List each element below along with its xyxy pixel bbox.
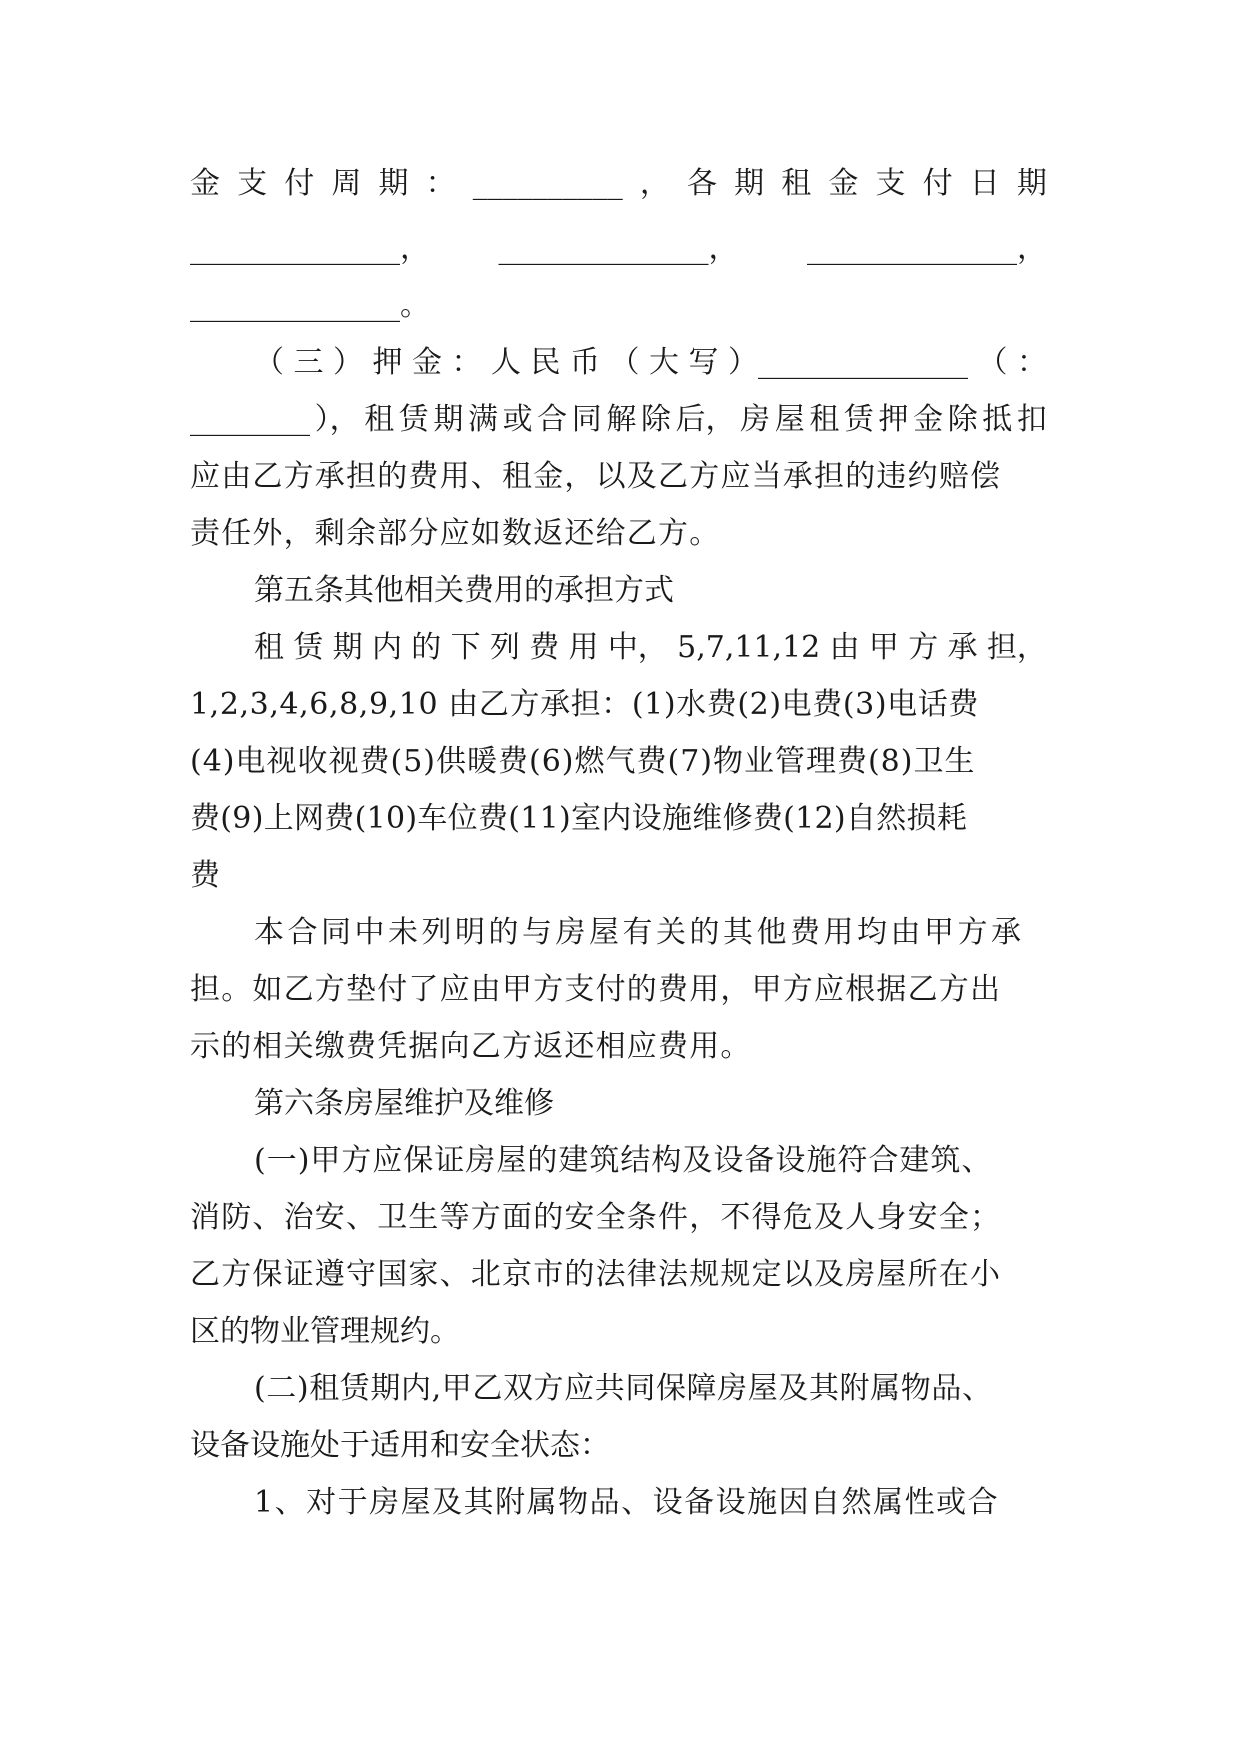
text-segment: ）， xyxy=(314,402,360,437)
text-segment: 支 xyxy=(875,166,906,201)
text-segment: ______________， xyxy=(807,231,1047,266)
text-segment: 租 xyxy=(254,630,284,665)
text-segment: 同 xyxy=(571,402,602,437)
text-segment: 甲 xyxy=(868,630,899,665)
text-segment: 期 xyxy=(332,630,363,665)
text-line-payment-dates-end: ______________。 xyxy=(190,288,430,323)
text-segment: 费 xyxy=(529,630,560,665)
text-line-payment-cycle xyxy=(190,164,1047,204)
text-segment: 付 xyxy=(284,166,315,201)
text-segment: 5,7,11,12 xyxy=(677,630,821,665)
text-segment: 期 xyxy=(734,166,765,201)
text-line-maintenance-7: 1、对于房屋及其附属物品、设备设施因自然属性或合 xyxy=(254,1485,1000,1520)
text-segment: 解 xyxy=(606,402,637,437)
text-segment: 由 xyxy=(829,630,860,665)
text-segment: 期 xyxy=(433,402,464,437)
text-segment: 赁 xyxy=(843,402,874,437)
text-line-maintenance-6: 设备设施处于适用和安全状态： xyxy=(190,1428,610,1463)
text-line-fees-5: 费 xyxy=(190,858,220,893)
text-segment: 写 xyxy=(688,345,719,380)
text-segment: 方 xyxy=(908,630,939,665)
text-segment: ） xyxy=(333,345,363,380)
text-line-payment-dates xyxy=(190,229,1047,269)
text-segment: 日 xyxy=(969,166,1000,201)
text-segment: 承 xyxy=(947,630,978,665)
text-segment: 赁 xyxy=(293,630,324,665)
text-segment: 或 xyxy=(502,402,533,437)
text-segment: 扣 xyxy=(1016,402,1047,437)
text-segment: 列 xyxy=(489,630,520,665)
text-segment: ： xyxy=(1017,345,1047,380)
text-segment: 除 xyxy=(640,402,671,437)
text-line-fees-4: 费(9)上网费(10)车位费(11)室内设施维修费(12)自然损耗 xyxy=(190,801,968,836)
text-line-fees-2: 1,2,3,4,6,8,9,10 由乙方承担：(1)水费(2)电费(3)电话费 xyxy=(190,687,979,722)
text-segment: 人 xyxy=(491,345,521,380)
text-segment: 金 xyxy=(190,166,220,201)
text-segment: ________ xyxy=(190,402,310,437)
text-line-deposit-2 xyxy=(190,400,1047,440)
text-segment: 金 xyxy=(913,402,944,437)
text-segment: 押 xyxy=(878,402,909,437)
text-segment: 期 xyxy=(1016,166,1047,201)
text-segment: 下 xyxy=(450,630,481,665)
text-segment: ： xyxy=(425,166,456,201)
text-segment: __________ xyxy=(472,166,623,201)
text-segment: 支 xyxy=(237,166,268,201)
text-segment: 中， xyxy=(607,630,668,665)
text-segment: 大 xyxy=(649,345,679,380)
text-line-maintenance-1: (一)甲方应保证房屋的建筑结构及设备设施符合建筑、 xyxy=(254,1143,993,1178)
text-segment: 金 xyxy=(828,166,859,201)
text-line-deposit-3: 应由乙方承担的费用、租金，以及乙方应当承担的违约赔偿 xyxy=(190,459,1002,494)
text-segment: 租 xyxy=(781,166,812,201)
text-line-deposit xyxy=(254,343,1047,383)
text-segment: 担， xyxy=(986,630,1047,665)
text-line-other-fees-3: 示的相关缴费凭据向乙方返还相应费用。 xyxy=(190,1029,752,1064)
text-line-fees-3: (4)电视收视费(5)供暖费(6)燃气费(7)物业管理费(8)卫生 xyxy=(190,744,976,779)
text-line-deposit-4: 责任外，剩余部分应如数返还给乙方。 xyxy=(190,516,721,551)
text-segment: 的 xyxy=(411,630,442,665)
text-segment: 抵 xyxy=(982,402,1013,437)
text-segment: 期 xyxy=(378,166,409,201)
text-segment: 租 xyxy=(364,402,395,437)
text-segment: 用 xyxy=(568,630,599,665)
text-segment: 周 xyxy=(331,166,362,201)
text-segment: 后， xyxy=(675,402,736,437)
text-segment: 满 xyxy=(467,402,498,437)
text-segment: 民 xyxy=(530,345,561,380)
text-segment: 租 xyxy=(809,402,840,437)
text-segment: 除 xyxy=(947,402,978,437)
text-segment: 各 xyxy=(687,166,717,201)
text-line-maintenance-5: (二)租赁期内,甲乙双方应共同保障房屋及其附属物品、 xyxy=(254,1371,993,1406)
text-line-other-fees-1: 本合同中未列明的与房屋有关的其他费用均由甲方承 xyxy=(254,915,1025,950)
text-line-other-fees-2: 担。如乙方垫付了应由甲方支付的费用，甲方应根据乙方出 xyxy=(190,972,1002,1007)
text-segment: ）______________ xyxy=(728,345,968,380)
text-line-maintenance-3: 乙方保证遵守国家、北京市的法律法规规定以及房屋所在小 xyxy=(190,1257,1002,1292)
text-line-fees-1 xyxy=(254,628,1047,668)
text-segment: 屋 xyxy=(774,402,805,437)
text-segment: ： xyxy=(451,345,482,380)
text-segment: 币 xyxy=(570,345,600,380)
text-segment: 赁 xyxy=(398,402,429,437)
section-heading-article-6: 第六条房屋维护及维修 xyxy=(254,1086,554,1121)
text-segment: ， xyxy=(639,166,670,201)
text-segment: 合 xyxy=(537,402,568,437)
section-heading-article-5: 第五条其他相关费用的承担方式 xyxy=(254,573,674,608)
text-line-maintenance-4: 区的物业管理规约。 xyxy=(190,1314,460,1349)
text-segment: ______________， xyxy=(190,231,430,266)
text-segment: （ xyxy=(609,345,640,380)
text-segment: （ xyxy=(254,345,284,380)
text-segment: ______________， xyxy=(498,231,739,266)
text-segment: 金 xyxy=(412,345,442,380)
text-segment: 内 xyxy=(371,630,402,665)
text-segment: 房 xyxy=(740,402,771,437)
text-line-maintenance-2: 消防、治安、卫生等方面的安全条件，不得危及人身安全； xyxy=(190,1200,1002,1235)
text-segment: 押 xyxy=(372,345,403,380)
text-segment: （ xyxy=(977,345,1008,380)
text-segment: 付 xyxy=(922,166,953,201)
text-segment: 三 xyxy=(293,345,324,380)
